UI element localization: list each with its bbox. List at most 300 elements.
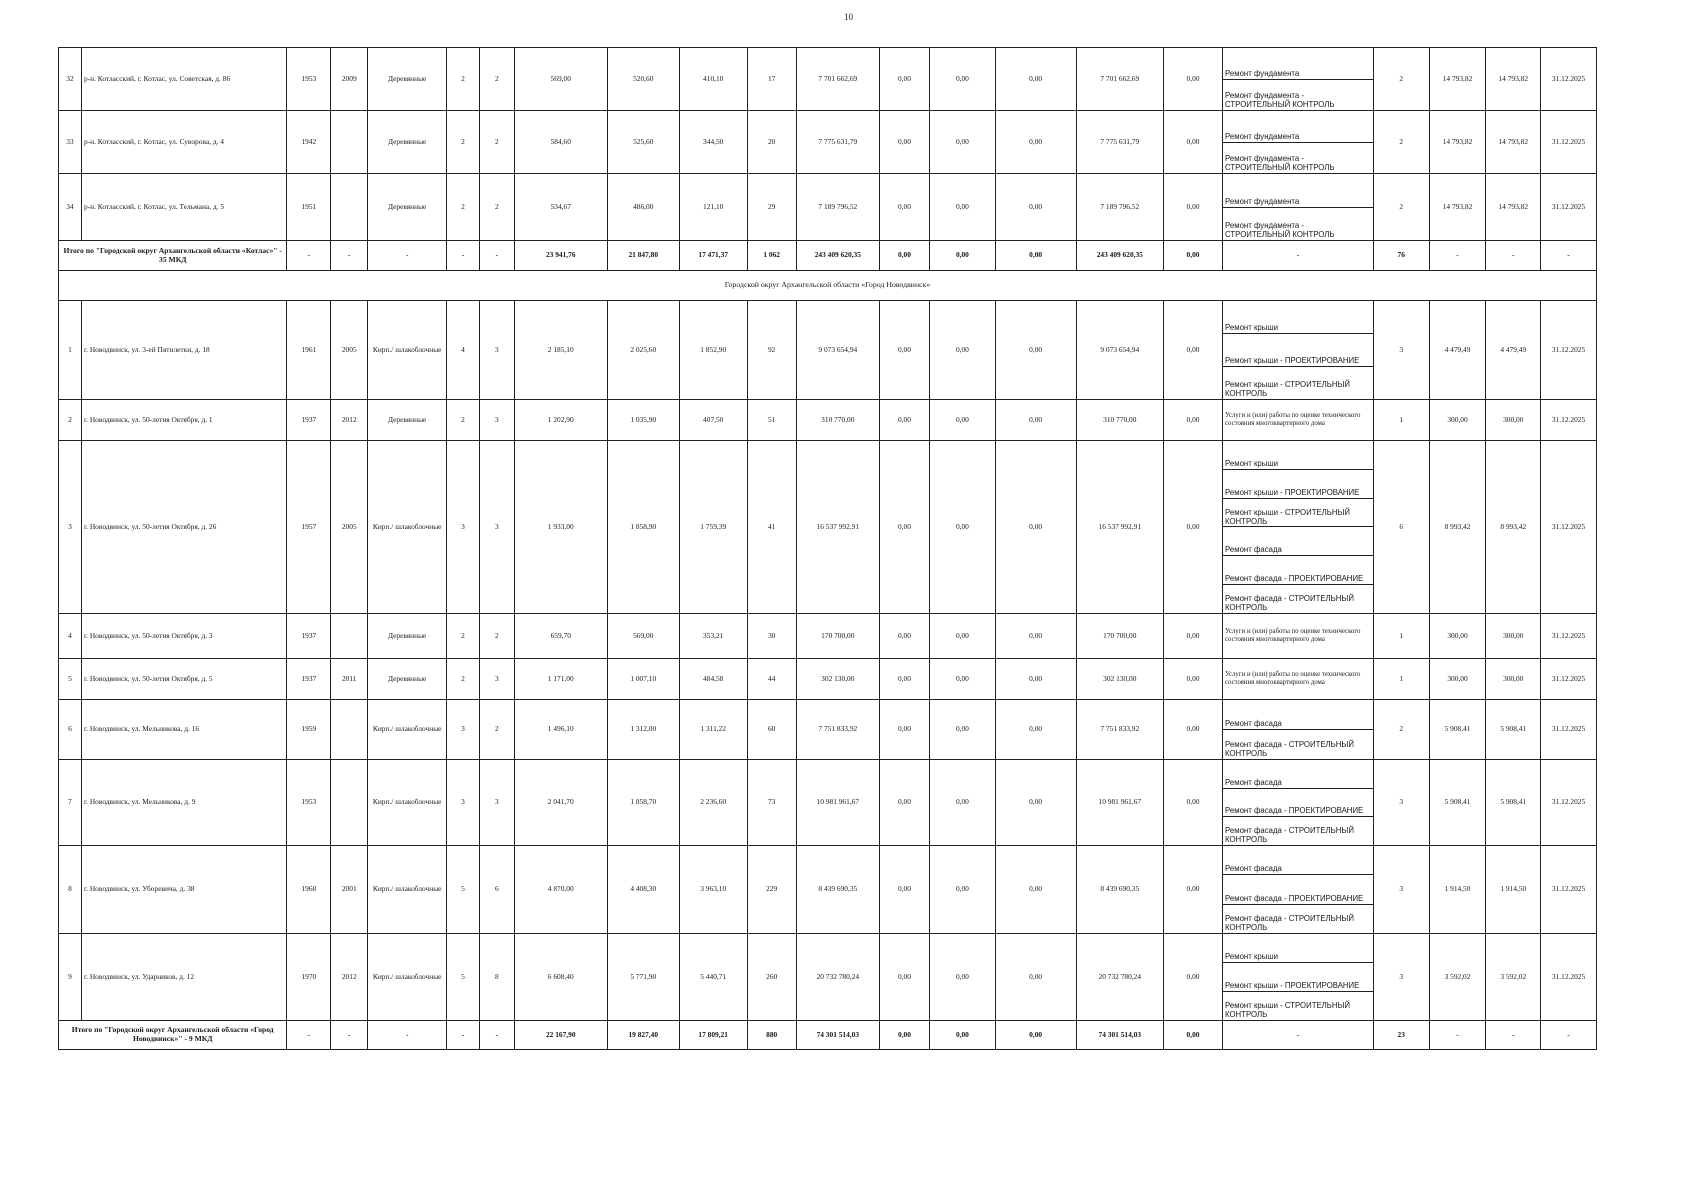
fund-support-cell: 0,00	[879, 700, 929, 760]
max-cost-cell: 4 479,49	[1486, 301, 1541, 400]
total-count-cell: 76	[1373, 241, 1429, 271]
year-repair-cell: 2009	[331, 48, 368, 111]
total-residents-cell: 1 062	[747, 241, 796, 271]
total-area-living-cell: 17 809,21	[679, 1021, 747, 1050]
other-funds-cell: 0,00	[1164, 400, 1223, 441]
total-dash-cell: -	[287, 241, 331, 271]
entrances-cell: 2	[479, 111, 514, 174]
premises-area-cell: 1 858,90	[607, 441, 679, 614]
total-budget-subject-cell: 0,00	[930, 241, 996, 271]
work-item: Ремонт фундамента	[1223, 111, 1373, 143]
work-item: Ремонт крыши - ПРОЕКТИРОВАНИЕ	[1223, 334, 1373, 367]
floors-cell: 2	[447, 111, 480, 174]
table-row	[59, 174, 1597, 241]
works-count-cell: 2	[1373, 111, 1429, 174]
entrances-cell: 8	[479, 934, 514, 1021]
living-area-cell: 1 311,22	[679, 700, 747, 760]
unit-cost-cell: 5 908,41	[1429, 760, 1486, 846]
repair-cost-cell: 9 073 654,94	[796, 301, 879, 400]
works-count-cell: 1	[1373, 659, 1429, 700]
premises-area-cell: 525,60	[607, 111, 679, 174]
work-item: Услуги и (или) работы по оценке технического состояния многоквартирного дома	[1225, 671, 1361, 686]
total-dash-cell: -	[368, 241, 447, 271]
floors-cell: 3	[447, 700, 480, 760]
residents-cell: 260	[747, 934, 796, 1021]
wall-material-cell: Деревянные	[368, 111, 447, 174]
work-item: Ремонт фундамента	[1223, 48, 1373, 80]
works-list-cell	[1223, 400, 1374, 441]
works-count-cell: 2	[1373, 48, 1429, 111]
work-item: Ремонт крыши - СТРОИТЕЛЬНЫЙ КОНТРОЛЬ	[1225, 380, 1351, 399]
fund-support-cell: 0,00	[879, 301, 929, 400]
total-area-cell: 6 608,40	[514, 934, 607, 1021]
total-budget-local-cell: 0,00	[995, 1021, 1076, 1050]
total-area-total-cell: 23 941,76	[514, 241, 607, 271]
row-number: 32	[59, 48, 82, 111]
premises-area-cell: 1 858,70	[607, 760, 679, 846]
works-count-cell: 6	[1373, 441, 1429, 614]
total-area-total-cell: 22 167,90	[514, 1021, 607, 1050]
works-list-cell	[1223, 846, 1374, 934]
year-built-cell: 1957	[287, 441, 331, 614]
fund-support-cell: 0,00	[879, 174, 929, 241]
total-cost-total-cell: 74 301 514,03	[796, 1021, 879, 1050]
wall-material-cell: Кирп./ шлакоблочные	[368, 934, 447, 1021]
owners-funds-cell: 20 732 780,24	[1076, 934, 1163, 1021]
deadline-cell: 31.12.2025	[1541, 659, 1597, 700]
repair-cost-cell: 310 770,00	[796, 400, 879, 441]
work-item: Ремонт фундамента	[1223, 174, 1373, 208]
repair-cost-cell: 7 775 631,79	[796, 111, 879, 174]
living-area-cell: 407,50	[679, 400, 747, 441]
year-repair-cell	[331, 700, 368, 760]
work-item: Ремонт крыши - СТРОИТЕЛЬНЫЙ КОНТРОЛЬ	[1225, 1001, 1351, 1020]
wall-material-cell: Кирп./ шлакоблочные	[368, 700, 447, 760]
living-area-cell: 3 963,10	[679, 846, 747, 934]
unit-cost-cell: 1 914,50	[1429, 846, 1486, 934]
residents-cell: 17	[747, 48, 796, 111]
residents-cell: 20	[747, 111, 796, 174]
work-item: Ремонт крыши	[1223, 934, 1373, 963]
floors-cell: 2	[447, 614, 480, 659]
year-built-cell: 1968	[287, 846, 331, 934]
subject-budget-cell: 0,00	[930, 934, 996, 1021]
max-cost-cell: 5 908,41	[1486, 760, 1541, 846]
other-funds-cell: 0,00	[1164, 441, 1223, 614]
works-count-cell: 3	[1373, 760, 1429, 846]
total-dash-cell: -	[1223, 241, 1374, 271]
subject-budget-cell: 0,00	[930, 846, 996, 934]
address-cell: г. Новодвинск, ул. 50-летия Октября, д. 1	[81, 400, 287, 441]
repair-cost-cell: 7 751 833,92	[796, 700, 879, 760]
living-area-cell: 484,58	[679, 659, 747, 700]
table-row	[59, 301, 1597, 400]
work-item: Ремонт крыши	[1223, 441, 1373, 470]
living-area-cell: 1 759,39	[679, 441, 747, 614]
total-row	[59, 1021, 1597, 1050]
living-area-cell: 5 440,71	[679, 934, 747, 1021]
deadline-cell: 31.12.2025	[1541, 441, 1597, 614]
floors-cell: 4	[447, 301, 480, 400]
unit-cost-cell: 300,00	[1429, 614, 1486, 659]
work-item: Ремонт фасада - СТРОИТЕЛЬНЫЙ КОНТРОЛЬ	[1225, 826, 1354, 845]
works-list-cell	[1223, 48, 1374, 111]
total-dash-cell: -	[1223, 1021, 1374, 1050]
total-area-cell: 569,00	[514, 48, 607, 111]
residents-cell: 51	[747, 400, 796, 441]
premises-area-cell: 1 007,10	[607, 659, 679, 700]
address-cell: г. Новодвинск, ул. 50-летия Октября, д. 26	[81, 441, 287, 614]
subject-budget-cell: 0,00	[930, 700, 996, 760]
other-funds-cell: 0,00	[1164, 760, 1223, 846]
wall-material-cell: Деревянные	[368, 400, 447, 441]
works-count-cell: 1	[1373, 614, 1429, 659]
works-count-cell: 2	[1373, 700, 1429, 760]
local-budget-cell: 0,00	[995, 174, 1076, 241]
year-built-cell: 1959	[287, 700, 331, 760]
fund-support-cell: 0,00	[879, 614, 929, 659]
owners-funds-cell: 9 073 654,94	[1076, 301, 1163, 400]
residents-cell: 229	[747, 846, 796, 934]
row-number: 34	[59, 174, 82, 241]
deadline-cell: 31.12.2025	[1541, 700, 1597, 760]
unit-cost-cell: 300,00	[1429, 400, 1486, 441]
table-row	[59, 614, 1597, 659]
address-cell: г. Новодвинск, ул. Мельникова, д. 16	[81, 700, 287, 760]
other-funds-cell: 0,00	[1164, 934, 1223, 1021]
residents-cell: 41	[747, 441, 796, 614]
max-cost-cell: 14 793,82	[1486, 174, 1541, 241]
owners-funds-cell: 170 700,00	[1076, 614, 1163, 659]
floors-cell: 5	[447, 934, 480, 1021]
other-funds-cell: 0,00	[1164, 111, 1223, 174]
living-area-cell: 344,50	[679, 111, 747, 174]
work-item: Услуги и (или) работы по оценке технического состояния многоквартирного дома	[1225, 628, 1361, 643]
wall-material-cell: Деревянные	[368, 174, 447, 241]
region-header: Городской округ Архангельской области «Город Новодвинск»	[59, 271, 1597, 301]
premises-area-cell: 1 035,90	[607, 400, 679, 441]
wall-material-cell: Деревянные	[368, 48, 447, 111]
local-budget-cell: 0,00	[995, 400, 1076, 441]
work-item: Ремонт крыши	[1223, 301, 1373, 334]
other-funds-cell: 0,00	[1164, 48, 1223, 111]
total-area-cell: 2 041,70	[514, 760, 607, 846]
year-repair-cell: 2001	[331, 846, 368, 934]
capital-repair-table	[58, 47, 1597, 1050]
row-number: 5	[59, 659, 82, 700]
total-fund-support-cell: 0,00	[879, 1021, 929, 1050]
work-item: Услуги и (или) работы по оценке технического состояния многоквартирного дома	[1225, 412, 1361, 427]
living-area-cell: 2 236,60	[679, 760, 747, 846]
year-built-cell: 1942	[287, 111, 331, 174]
address-cell: г. Новодвинск, ул. Мельникова, д. 9	[81, 760, 287, 846]
repair-cost-cell: 170 700,00	[796, 614, 879, 659]
deadline-cell: 31.12.2025	[1541, 301, 1597, 400]
total-dash-cell: -	[447, 1021, 480, 1050]
premises-area-cell: 4 408,30	[607, 846, 679, 934]
total-label: Итого по "Городской округ Архангельской области «Котлас»" - 35 МКД	[59, 241, 287, 271]
repair-cost-cell: 8 439 690,35	[796, 846, 879, 934]
floors-cell: 3	[447, 441, 480, 614]
deadline-cell: 31.12.2025	[1541, 174, 1597, 241]
living-area-cell: 410,10	[679, 48, 747, 111]
unit-cost-cell: 3 592,02	[1429, 934, 1486, 1021]
address-cell: р-н. Котласский, г. Котлас, ул. Тельмана, д. 5	[81, 174, 287, 241]
total-dash-cell: -	[479, 241, 514, 271]
total-area-cell: 1 171,00	[514, 659, 607, 700]
unit-cost-cell: 4 479,49	[1429, 301, 1486, 400]
local-budget-cell: 0,00	[995, 441, 1076, 614]
subject-budget-cell: 0,00	[930, 48, 996, 111]
owners-funds-cell: 16 537 992,91	[1076, 441, 1163, 614]
living-area-cell: 353,21	[679, 614, 747, 659]
works-list-cell	[1223, 659, 1374, 700]
work-item: Ремонт фасада	[1223, 846, 1373, 875]
fund-support-cell: 0,00	[879, 760, 929, 846]
fund-support-cell: 0,00	[879, 441, 929, 614]
owners-funds-cell: 7 775 631,79	[1076, 111, 1163, 174]
total-residents-cell: 880	[747, 1021, 796, 1050]
total-dash-cell: -	[1541, 1021, 1597, 1050]
total-area-cell: 584,60	[514, 111, 607, 174]
total-area-cell: 2 185,10	[514, 301, 607, 400]
other-funds-cell: 0,00	[1164, 846, 1223, 934]
address-cell: р-н. Котласский, г. Котлас, ул. Суворова, д. 4	[81, 111, 287, 174]
year-repair-cell: 2012	[331, 934, 368, 1021]
work-item: Ремонт фасада	[1223, 700, 1373, 730]
works-list-cell	[1223, 301, 1374, 400]
premises-area-cell: 486,00	[607, 174, 679, 241]
year-built-cell: 1937	[287, 614, 331, 659]
deadline-cell: 31.12.2025	[1541, 400, 1597, 441]
year-built-cell: 1951	[287, 174, 331, 241]
year-built-cell: 1961	[287, 301, 331, 400]
repair-cost-cell: 20 732 780,24	[796, 934, 879, 1021]
total-dash-cell: -	[368, 1021, 447, 1050]
total-other-cell: 0,00	[1164, 1021, 1223, 1050]
total-dash-cell: -	[1486, 241, 1541, 271]
page-number: 10	[844, 12, 853, 22]
works-list-cell	[1223, 614, 1374, 659]
work-item: Ремонт крыши - ПРОЕКТИРОВАНИЕ	[1223, 963, 1373, 992]
works-list-cell	[1223, 700, 1374, 760]
wall-material-cell: Кирп./ шлакоблочные	[368, 441, 447, 614]
total-dash-cell: -	[479, 1021, 514, 1050]
local-budget-cell: 0,00	[995, 700, 1076, 760]
address-cell: г. Новодвинск, ул. Уборевича, д. 38	[81, 846, 287, 934]
owners-funds-cell: 310 770,00	[1076, 400, 1163, 441]
unit-cost-cell: 14 793,82	[1429, 174, 1486, 241]
total-dash-cell: -	[331, 1021, 368, 1050]
unit-cost-cell: 14 793,82	[1429, 111, 1486, 174]
subject-budget-cell: 0,00	[930, 659, 996, 700]
table-row	[59, 400, 1597, 441]
wall-material-cell: Кирп./ шлакоблочные	[368, 846, 447, 934]
work-item: Ремонт крыши - ПРОЕКТИРОВАНИЕ	[1223, 470, 1373, 499]
premises-area-cell: 2 025,60	[607, 301, 679, 400]
total-cost-total-cell: 243 409 620,35	[796, 241, 879, 271]
total-row	[59, 241, 1597, 271]
owners-funds-cell: 7 701 662,69	[1076, 48, 1163, 111]
wall-material-cell: Деревянные	[368, 614, 447, 659]
total-dash-cell: -	[447, 241, 480, 271]
max-cost-cell: 14 793,82	[1486, 48, 1541, 111]
max-cost-cell: 3 592,02	[1486, 934, 1541, 1021]
living-area-cell: 121,10	[679, 174, 747, 241]
year-repair-cell: 2005	[331, 441, 368, 614]
total-dash-cell: -	[1541, 241, 1597, 271]
works-list-cell	[1223, 111, 1374, 174]
total-budget-local-cell: 0,00	[995, 241, 1076, 271]
address-cell: р-н. Котласский, г. Котлас, ул. Советская, д. 86	[81, 48, 287, 111]
year-built-cell: 1937	[287, 659, 331, 700]
subject-budget-cell: 0,00	[930, 614, 996, 659]
floors-cell: 2	[447, 400, 480, 441]
entrances-cell: 3	[479, 760, 514, 846]
total-dash-cell: -	[1486, 1021, 1541, 1050]
fund-support-cell: 0,00	[879, 846, 929, 934]
work-item: Ремонт крыши - СТРОИТЕЛЬНЫЙ КОНТРОЛЬ	[1223, 499, 1373, 528]
entrances-cell: 3	[479, 659, 514, 700]
local-budget-cell: 0,00	[995, 659, 1076, 700]
year-built-cell: 1970	[287, 934, 331, 1021]
floors-cell: 5	[447, 846, 480, 934]
entrances-cell: 2	[479, 174, 514, 241]
works-list-cell	[1223, 174, 1374, 241]
max-cost-cell: 8 993,42	[1486, 441, 1541, 614]
local-budget-cell: 0,00	[995, 111, 1076, 174]
total-area-premises-cell: 19 827,40	[607, 1021, 679, 1050]
local-budget-cell: 0,00	[995, 301, 1076, 400]
max-cost-cell: 14 793,82	[1486, 111, 1541, 174]
wall-material-cell: Кирп./ шлакоблочные	[368, 301, 447, 400]
table-row	[59, 111, 1597, 174]
total-area-cell: 1 202,90	[514, 400, 607, 441]
year-repair-cell	[331, 174, 368, 241]
local-budget-cell: 0,00	[995, 760, 1076, 846]
repair-cost-cell: 7 701 662,69	[796, 48, 879, 111]
total-count-cell: 23	[1373, 1021, 1429, 1050]
fund-support-cell: 0,00	[879, 111, 929, 174]
total-area-premises-cell: 21 847,80	[607, 241, 679, 271]
max-cost-cell: 5 908,41	[1486, 700, 1541, 760]
work-item: Ремонт фасада - ПРОЕКТИРОВАНИЕ	[1223, 556, 1373, 585]
owners-funds-cell: 302 130,00	[1076, 659, 1163, 700]
total-area-living-cell: 17 471,37	[679, 241, 747, 271]
total-area-cell: 1 496,10	[514, 700, 607, 760]
work-item: Ремонт фасада	[1223, 527, 1373, 556]
total-owners-funds-cell: 243 409 620,35	[1076, 241, 1163, 271]
address-cell: г. Новодвинск, ул. 50-летия Октября, д. 5	[81, 659, 287, 700]
owners-funds-cell: 10 981 961,67	[1076, 760, 1163, 846]
work-item: Ремонт фундамента - СТРОИТЕЛЬНЫЙ КОНТРОЛЬ	[1225, 154, 1335, 173]
residents-cell: 30	[747, 614, 796, 659]
total-other-cell: 0,00	[1164, 241, 1223, 271]
work-item: Ремонт фасада - СТРОИТЕЛЬНЫЙ КОНТРОЛЬ	[1225, 594, 1354, 613]
repair-cost-cell: 10 981 961,67	[796, 760, 879, 846]
table-row	[59, 846, 1597, 934]
work-item: Ремонт фундамента - СТРОИТЕЛЬНЫЙ КОНТРОЛЬ	[1225, 221, 1335, 240]
entrances-cell: 3	[479, 400, 514, 441]
row-number: 6	[59, 700, 82, 760]
works-count-cell: 3	[1373, 934, 1429, 1021]
fund-support-cell: 0,00	[879, 400, 929, 441]
year-repair-cell: 2012	[331, 400, 368, 441]
entrances-cell: 2	[479, 700, 514, 760]
subject-budget-cell: 0,00	[930, 441, 996, 614]
work-item: Ремонт фундамента - СТРОИТЕЛЬНЫЙ КОНТРОЛЬ	[1225, 91, 1335, 110]
owners-funds-cell: 8 439 690,35	[1076, 846, 1163, 934]
row-number: 4	[59, 614, 82, 659]
residents-cell: 44	[747, 659, 796, 700]
total-area-cell: 534,67	[514, 174, 607, 241]
repair-cost-cell: 16 537 992,91	[796, 441, 879, 614]
living-area-cell: 1 852,90	[679, 301, 747, 400]
premises-area-cell: 5 771,90	[607, 934, 679, 1021]
unit-cost-cell: 8 993,42	[1429, 441, 1486, 614]
year-repair-cell: 2005	[331, 301, 368, 400]
work-item: Ремонт фасада - СТРОИТЕЛЬНЫЙ КОНТРОЛЬ	[1225, 914, 1354, 933]
year-repair-cell	[331, 760, 368, 846]
year-repair-cell	[331, 111, 368, 174]
year-repair-cell	[331, 614, 368, 659]
total-dash-cell: -	[287, 1021, 331, 1050]
row-number: 7	[59, 760, 82, 846]
address-cell: г. Новодвинск, ул. 3-ей Пятилетки, д. 18	[81, 301, 287, 400]
repair-cost-cell: 7 189 796,52	[796, 174, 879, 241]
entrances-cell: 2	[479, 48, 514, 111]
max-cost-cell: 300,00	[1486, 400, 1541, 441]
row-number: 8	[59, 846, 82, 934]
total-budget-subject-cell: 0,00	[930, 1021, 996, 1050]
floors-cell: 2	[447, 659, 480, 700]
subject-budget-cell: 0,00	[930, 174, 996, 241]
local-budget-cell: 0,00	[995, 846, 1076, 934]
other-funds-cell: 0,00	[1164, 614, 1223, 659]
work-item: Ремонт фасада	[1223, 760, 1373, 789]
unit-cost-cell: 300,00	[1429, 659, 1486, 700]
floors-cell: 2	[447, 174, 480, 241]
deadline-cell: 31.12.2025	[1541, 846, 1597, 934]
total-dash-cell: -	[1429, 1021, 1486, 1050]
works-list-cell	[1223, 441, 1374, 614]
total-area-cell: 4 870,00	[514, 846, 607, 934]
works-list-cell	[1223, 934, 1374, 1021]
deadline-cell: 31.12.2025	[1541, 48, 1597, 111]
unit-cost-cell: 14 793,82	[1429, 48, 1486, 111]
table-row	[59, 700, 1597, 760]
premises-area-cell: 1 312,00	[607, 700, 679, 760]
works-count-cell: 3	[1373, 846, 1429, 934]
repair-cost-cell: 302 130,00	[796, 659, 879, 700]
total-owners-funds-cell: 74 301 514,03	[1076, 1021, 1163, 1050]
floors-cell: 2	[447, 48, 480, 111]
address-cell: г. Новодвинск, ул. 50-летия Октября, д. 3	[81, 614, 287, 659]
row-number: 3	[59, 441, 82, 614]
residents-cell: 29	[747, 174, 796, 241]
fund-support-cell: 0,00	[879, 659, 929, 700]
subject-budget-cell: 0,00	[930, 301, 996, 400]
works-list-cell	[1223, 760, 1374, 846]
deadline-cell: 31.12.2025	[1541, 614, 1597, 659]
year-built-cell: 1937	[287, 400, 331, 441]
premises-area-cell: 569,00	[607, 614, 679, 659]
residents-cell: 92	[747, 301, 796, 400]
work-item: Ремонт фасада - ПРОЕКТИРОВАНИЕ	[1223, 875, 1373, 904]
owners-funds-cell: 7 189 796,52	[1076, 174, 1163, 241]
entrances-cell: 3	[479, 301, 514, 400]
residents-cell: 60	[747, 700, 796, 760]
